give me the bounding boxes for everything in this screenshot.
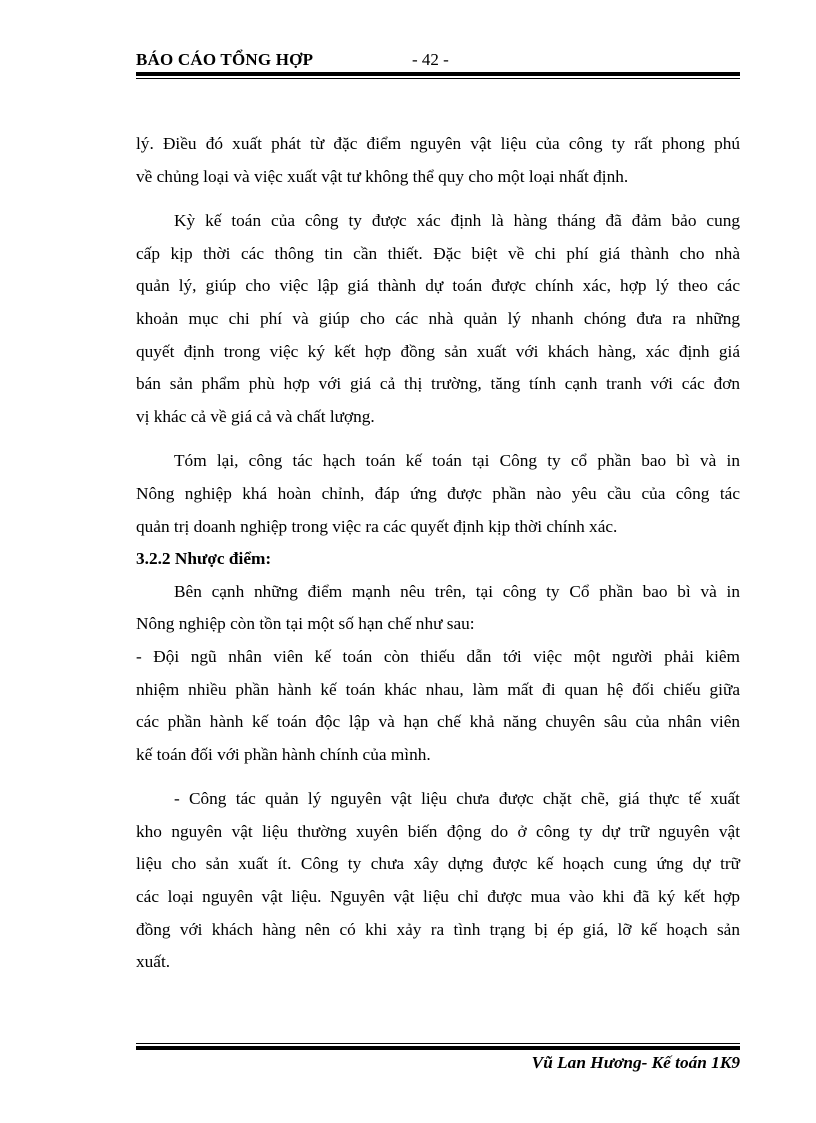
paragraph-gap xyxy=(136,433,740,445)
text-line: các loại nguyên vật liệu. Nguyên vật liệu chỉ được mua vào khi đã ký kết hợp xyxy=(136,887,740,907)
text-line: bán sản phẩm phù hợp với giá cả thị trường, tăng tính cạnh tranh với các đơn xyxy=(136,374,740,394)
text-line: về chủng loại và việc xuất vật tư không thể quy cho một loại nhất định. xyxy=(136,166,629,186)
text-line: xuất. xyxy=(136,952,171,972)
paragraph-5 xyxy=(136,641,740,771)
header-rule-thin xyxy=(136,78,740,79)
text-line: Nông nghiệp khá hoàn chỉnh, đáp ứng được phần nào yêu cầu của công tác xyxy=(136,483,740,503)
paragraph-1 xyxy=(136,128,740,193)
paragraph-6 xyxy=(136,783,740,979)
text-line: quyết định trong việc ký kết hợp đồng sản xuất với khách hàng, xác định giá xyxy=(136,341,740,361)
page-number: - 42 - xyxy=(412,50,449,69)
text-line: - Đội ngũ nhân viên kế toán còn thiếu dẫn tới việc một người phải kiêm xyxy=(136,646,740,666)
text-line: Kỳ kế toán của công ty được xác định là hàng tháng đã đảm bảo cung xyxy=(174,211,740,231)
paragraph-gap xyxy=(136,771,740,783)
body-content xyxy=(136,128,740,979)
text-line: liệu cho sản xuất ít. Công ty chưa xây dựng được kế hoạch cung ứng dự trữ xyxy=(136,854,740,874)
text-line: đồng với khách hàng nên có khi xảy ra tình trạng bị ép giá, lỡ kế hoạch sản xyxy=(136,919,740,939)
text-line: quản lý, giúp cho việc lập giá thành dự toán được chính xác, hợp lý theo các xyxy=(136,276,740,296)
text-line: các phần hành kế toán độc lập và hạn chế khả năng chuyên sâu của nhân viên xyxy=(136,712,740,732)
text-line: kế toán đối với phần hành chính của mình. xyxy=(136,744,431,764)
paragraph-gap xyxy=(136,193,740,205)
text-line: khoản mục chi phí và giúp cho các nhà quản lý nhanh chóng đưa ra những xyxy=(136,308,740,328)
text-line: nhiệm nhiều phần hành kế toán khác nhau, làm mất đi quan hệ đối chiếu giữa xyxy=(136,679,740,699)
text-line: lý. Điều đó xuất phát từ đặc điểm nguyên vật liệu của công ty rất phong phú xyxy=(136,134,740,153)
paragraph-2 xyxy=(136,205,740,433)
author-signature: Vũ Lan Hương- Kế toán 1K9 xyxy=(531,1053,740,1072)
text-line: vị khác cả về giá cả và chất lượng. xyxy=(136,406,375,426)
paragraph-3 xyxy=(136,445,740,543)
text-line: Nông nghiệp còn tồn tại một số hạn chế như sau: xyxy=(136,614,475,634)
paragraph-4 xyxy=(136,576,740,641)
footer-rule-thin xyxy=(136,1043,740,1044)
text-line: kho nguyên vật liệu thường xuyên biến động do ở công ty dự trữ nguyên vật xyxy=(136,821,740,841)
report-title: BÁO CÁO TỔNG HỢP xyxy=(136,50,314,69)
text-line: cấp kịp thời các thông tin cần thiết. Đặc biệt về chi phí giá thành cho nhà xyxy=(136,243,740,263)
text-line: Bên cạnh những điểm mạnh nêu trên, tại công ty Cổ phần bao bì và in xyxy=(174,581,740,601)
text-line: Tóm lại, công tác hạch toán kế toán tại Công ty cổ phần bao bì và in xyxy=(174,451,740,471)
header-rule-thick xyxy=(136,72,740,76)
text-line: - Công tác quản lý nguyên vật liệu chưa được chặt chẽ, giá thực tế xuất xyxy=(174,789,740,809)
footer-rule-thick xyxy=(136,1046,740,1050)
text-line: quản trị doanh nghiệp trong việc ra các quyết định kịp thời chính xác. xyxy=(136,516,618,536)
page-header xyxy=(136,50,740,72)
section-heading: 3.2.2 Nhược điểm: xyxy=(136,549,272,569)
